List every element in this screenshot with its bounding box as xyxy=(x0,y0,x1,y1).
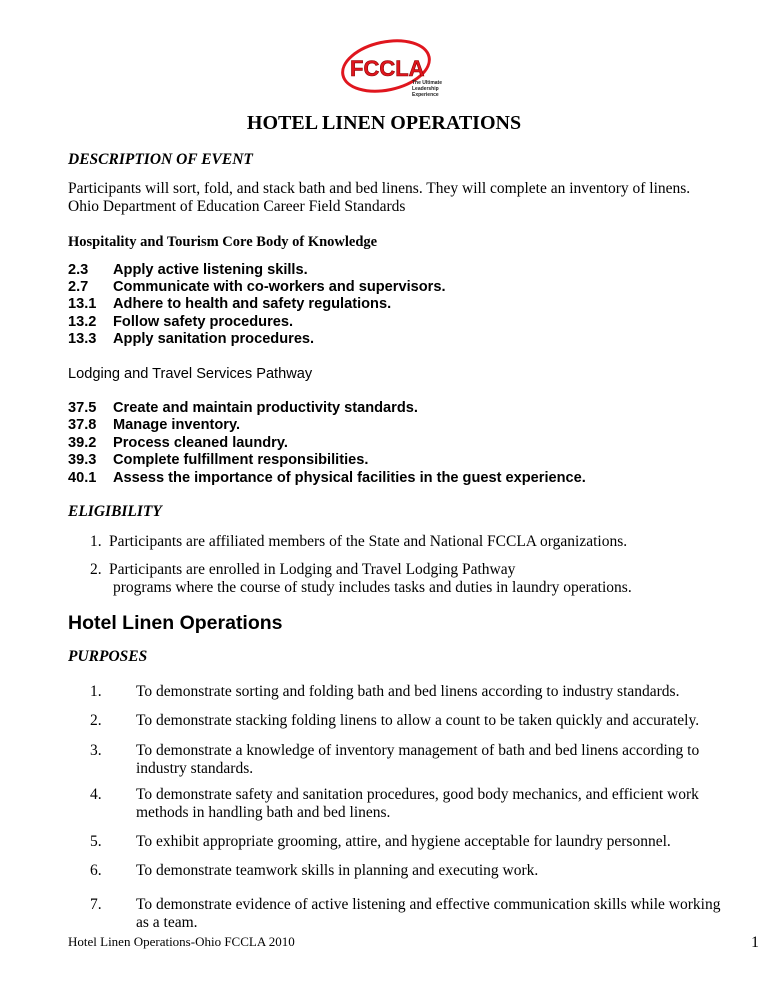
standard-text: Communicate with co-workers and supervisors. xyxy=(113,279,446,295)
description-line: Participants will sort, fold, and stack bath and bed linens. They will complete an inventory of linens. xyxy=(68,180,691,197)
hospitality-heading: Hospitality and Tourism Core Body of Knowledge xyxy=(68,234,378,250)
list-number: 4. xyxy=(90,786,102,803)
purposes-heading: PURPOSES xyxy=(68,648,148,665)
list-number: 2. xyxy=(90,712,102,729)
standard-number: 39.3 xyxy=(68,452,97,468)
standard-number: 2.3 xyxy=(68,262,89,278)
standard-number: 13.3 xyxy=(68,331,97,347)
svg-text:FCCLA: FCCLA xyxy=(350,56,425,81)
list-number: 6. xyxy=(90,862,102,879)
standard-text: Apply sanitation procedures. xyxy=(113,331,315,347)
fccla-logo xyxy=(338,32,448,98)
list-item-text: To demonstrate stacking folding linens to allow a count to be taken quickly and accurately. xyxy=(136,712,700,729)
list-item-text: industry standards. xyxy=(136,759,254,777)
list-item-text: programs where the course of study includes tasks and duties in laundry operations. xyxy=(113,579,632,596)
standard-number: 13.1 xyxy=(68,296,97,312)
list-item-text: To demonstrate sorting and folding bath and bed linens according to industry standards. xyxy=(136,683,680,700)
list-item-text: To demonstrate evidence of active listening and effective communication skills while working xyxy=(136,896,721,913)
svg-text:The Ultimate: The Ultimate xyxy=(412,80,443,86)
list-item-text: Participants are affiliated members of the State and National FCCLA organizations. xyxy=(109,533,628,550)
standard-text: Follow safety procedures. xyxy=(113,314,294,330)
standard-number: 39.2 xyxy=(68,435,97,451)
standard-text: Apply active listening skills. xyxy=(113,262,308,278)
list-item-text: Participants are enrolled in Lodging and Travel Lodging Pathway xyxy=(109,561,516,578)
list-item-text: To demonstrate teamwork skills in planning and executing work. xyxy=(136,862,539,879)
description-line: Ohio Department of Education Career Field Standards xyxy=(68,198,406,215)
page-title: HOTEL LINEN OPERATIONS xyxy=(246,112,522,134)
list-item-text: methods in handling bath and bed linens. xyxy=(136,803,391,821)
list-number: 3. xyxy=(90,742,102,759)
list-number: 1. xyxy=(90,533,102,550)
list-item-text: as a team. xyxy=(136,913,198,931)
list-number: 1. xyxy=(90,683,102,700)
section-title: Hotel Linen Operations xyxy=(68,612,283,634)
list-item-text: To exhibit appropriate grooming, attire, and hygiene acceptable for laundry personnel. xyxy=(136,833,671,850)
list-number: 2. xyxy=(90,561,102,578)
description-heading: DESCRIPTION OF EVENT xyxy=(68,151,253,168)
standard-number: 2.7 xyxy=(68,279,89,295)
standard-text: Adhere to health and safety regulations. xyxy=(113,296,392,312)
standard-number: 40.1 xyxy=(68,470,97,486)
list-item-text: To demonstrate safety and sanitation procedures, good body mechanics, and efficient work xyxy=(136,786,699,803)
footer-text: Hotel Linen Operations-Ohio FCCLA 2010 xyxy=(68,934,295,949)
standard-number: 37.8 xyxy=(68,417,97,433)
standard-text: Assess the importance of physical facilities in the guest experience. xyxy=(113,470,586,486)
standard-text: Create and maintain productivity standards. xyxy=(113,400,418,416)
eligibility-heading: ELIGIBILITY xyxy=(68,503,162,520)
standard-number: 37.5 xyxy=(68,400,97,416)
standard-number: 13.2 xyxy=(68,314,97,330)
list-number: 7. xyxy=(90,896,102,913)
standard-text: Complete fulfillment responsibilities. xyxy=(113,452,369,468)
svg-text:Experience: Experience xyxy=(412,92,439,98)
list-number: 5. xyxy=(90,833,102,850)
lodging-heading: Lodging and Travel Services Pathway xyxy=(68,366,313,382)
standard-text: Manage inventory. xyxy=(113,417,241,433)
list-item-text: To demonstrate a knowledge of inventory management of bath and bed linens according to xyxy=(136,742,700,759)
svg-text:Leadership: Leadership xyxy=(412,86,439,92)
standard-text: Process cleaned laundry. xyxy=(113,435,288,451)
page-number: 1 xyxy=(751,934,759,951)
